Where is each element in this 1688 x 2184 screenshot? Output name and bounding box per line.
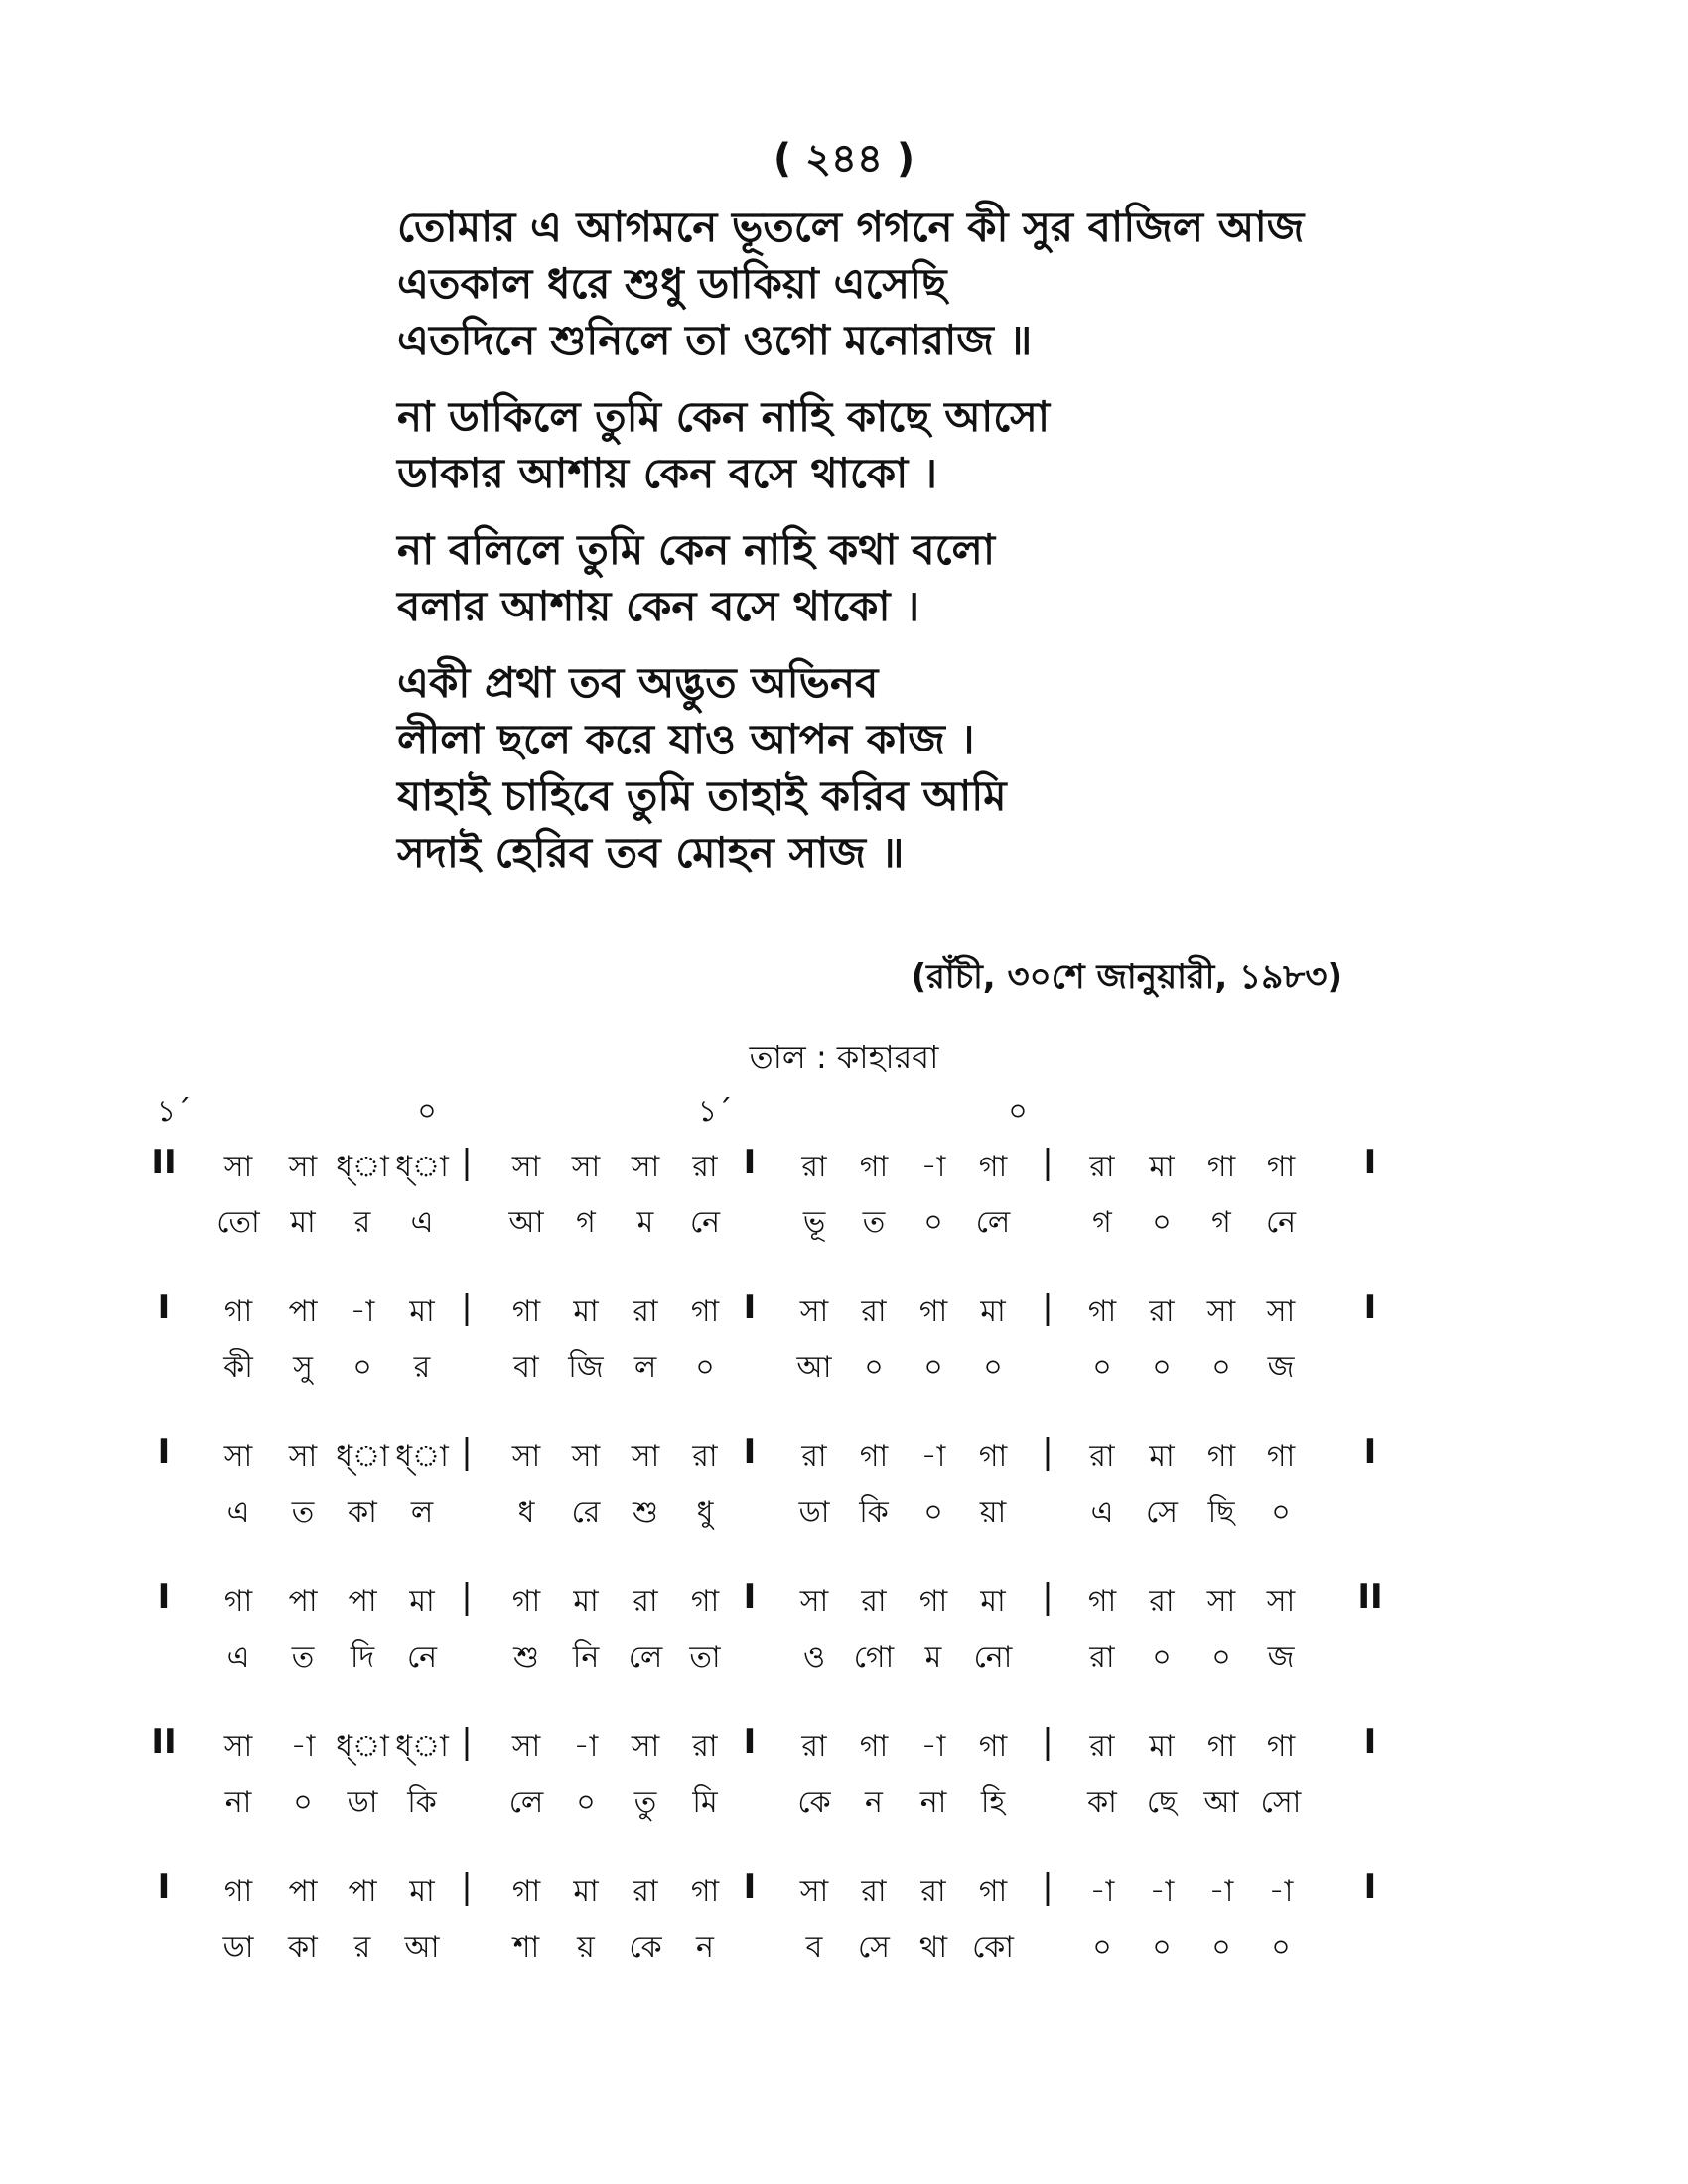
swara-note: সা bbox=[571, 1150, 601, 1184]
notation-block bbox=[139, 1143, 1529, 1254]
swara-note: সা bbox=[1266, 1584, 1296, 1619]
lyric-syllable: ল bbox=[410, 1495, 434, 1530]
swara-note: রা bbox=[861, 1295, 887, 1329]
lyric-syllable: তো bbox=[216, 1205, 260, 1240]
swara-note: গা bbox=[511, 1584, 541, 1619]
lyric-syllable: লে bbox=[628, 1640, 663, 1675]
end-barline: I bbox=[1363, 1288, 1377, 1327]
lyric-syllable: র bbox=[353, 1930, 371, 1965]
swara-note: গা bbox=[511, 1295, 541, 1329]
lyric-syllable: সে bbox=[1146, 1495, 1178, 1530]
swara-note: সা bbox=[223, 1729, 253, 1764]
beat-separator: | bbox=[461, 1433, 473, 1472]
lyric-syllable: ০ bbox=[1092, 1350, 1112, 1385]
swara-note: গা bbox=[1206, 1729, 1236, 1764]
lyric-syllable: কি bbox=[407, 1785, 437, 1820]
beat-separator: | bbox=[461, 1722, 473, 1762]
lyric-syllable: ডা bbox=[347, 1785, 378, 1820]
swara-note: মা bbox=[573, 1295, 599, 1329]
lyric-syllable: র bbox=[353, 1205, 371, 1240]
lyric-syllable: সে bbox=[858, 1930, 890, 1965]
swara-note: পা bbox=[348, 1874, 377, 1909]
beat-mark: ০ bbox=[417, 1094, 437, 1129]
swara-note: সা bbox=[799, 1874, 829, 1909]
poem-line: সদাই হেরিব তব মোহন সাজ ॥ bbox=[397, 828, 905, 877]
end-barline: II bbox=[1357, 1577, 1383, 1617]
swara-row bbox=[139, 1433, 1529, 1488]
beat-separator: | bbox=[1042, 1433, 1054, 1472]
swara-note: রা bbox=[861, 1584, 887, 1619]
lyric-syllable: ধু bbox=[696, 1495, 714, 1530]
lyric-syllable: কি bbox=[859, 1495, 889, 1530]
swara-note: গা bbox=[978, 1150, 1008, 1184]
lyric-syllable: ত bbox=[291, 1495, 315, 1530]
swara-note: রা bbox=[692, 1150, 718, 1184]
poem-line: একী প্রথা তব অদ্ভুত অভিনব bbox=[397, 658, 879, 707]
swara-note: সা bbox=[288, 1150, 318, 1184]
lyric-syllable: গ bbox=[1211, 1205, 1231, 1240]
lyric-syllable: ০ bbox=[1152, 1930, 1172, 1965]
swara-note: রা bbox=[633, 1584, 658, 1619]
lyric-syllable: কী bbox=[223, 1350, 253, 1385]
swara-note: পা bbox=[288, 1584, 318, 1619]
swara-note: রা bbox=[692, 1439, 718, 1474]
end-barline: I bbox=[1363, 1433, 1377, 1472]
lyric-syllable: ০ bbox=[864, 1350, 884, 1385]
notation-block bbox=[139, 1433, 1529, 1544]
lyric-syllable: ছি bbox=[1207, 1495, 1235, 1530]
lyric-syllable: য়া bbox=[979, 1495, 1007, 1530]
lyric-syllable: থা bbox=[918, 1930, 948, 1965]
swara-note: -া bbox=[1208, 1874, 1234, 1909]
lyric-syllable: ০ bbox=[1211, 1350, 1231, 1385]
beat-separator: | bbox=[461, 1288, 473, 1327]
beat-separator: | bbox=[461, 1867, 473, 1907]
lyric-syllable: ভূ bbox=[802, 1205, 826, 1240]
swara-note: মা bbox=[980, 1584, 1006, 1619]
swara-note: মা bbox=[573, 1874, 599, 1909]
swara-note: মা bbox=[1149, 1439, 1175, 1474]
lyric-syllable: না bbox=[224, 1785, 252, 1820]
swara-note: গা bbox=[978, 1729, 1008, 1764]
lyric-syllable: ধ bbox=[517, 1495, 535, 1530]
lyric-syllable: ০ bbox=[352, 1350, 372, 1385]
poem-line: না বলিলে তুমি কেন নাহি কথা বলো bbox=[397, 525, 996, 574]
notation-block bbox=[139, 1867, 1529, 1979]
swara-row bbox=[139, 1288, 1529, 1343]
lyric-syllable: গ bbox=[576, 1205, 596, 1240]
notation-block bbox=[139, 1288, 1529, 1399]
swara-note: সা bbox=[511, 1150, 541, 1184]
notation-block bbox=[139, 1722, 1529, 1834]
notation-table bbox=[139, 1087, 1529, 2012]
swara-note: রা bbox=[801, 1150, 827, 1184]
notation-block bbox=[139, 1577, 1529, 1689]
lyric-syllable: ০ bbox=[1211, 1930, 1231, 1965]
swara-note: -া bbox=[920, 1439, 946, 1474]
lyric-syllable: য় bbox=[577, 1930, 595, 1965]
swara-note: সা bbox=[288, 1439, 318, 1474]
swara-note: রা bbox=[1149, 1584, 1175, 1619]
lyric-syllable: শু bbox=[633, 1495, 658, 1530]
lyric-syllable: ০ bbox=[1271, 1495, 1291, 1530]
lyric-syllable: কে bbox=[629, 1930, 662, 1965]
lyric-syllable: শা bbox=[512, 1930, 540, 1965]
swara-note: সা bbox=[631, 1150, 660, 1184]
swara-note: সা bbox=[223, 1439, 253, 1474]
taal-label: তাল : কাহারবা bbox=[749, 1038, 939, 1076]
swara-row bbox=[139, 1867, 1529, 1923]
swara-note: মা bbox=[573, 1584, 599, 1619]
swara-note: গা bbox=[1087, 1584, 1117, 1619]
swara-note: গা bbox=[978, 1874, 1008, 1909]
swara-note: -া bbox=[350, 1295, 375, 1329]
swara-note: গা bbox=[223, 1874, 253, 1909]
lyric-syllable: এ bbox=[226, 1640, 250, 1675]
lyric-syllable: এ bbox=[226, 1495, 250, 1530]
vibhag-barline: I bbox=[743, 1867, 757, 1907]
swara-note: গা bbox=[1266, 1150, 1296, 1184]
lyric-syllable: নে bbox=[1265, 1205, 1297, 1240]
poem-line: ডাকার আশায় কেন বসে থাকো । bbox=[397, 449, 937, 497]
swara-row bbox=[139, 1577, 1529, 1633]
swara-row bbox=[139, 1143, 1529, 1198]
poem-line: না ডাকিলে তুমি কেন নাহি কাছে আসো bbox=[397, 392, 1050, 441]
swara-note: গা bbox=[223, 1584, 253, 1619]
swara-note: ধ্া bbox=[395, 1439, 449, 1474]
lyric-syllable: আ bbox=[404, 1930, 440, 1965]
lyric-syllable: ০ bbox=[576, 1785, 596, 1820]
end-barline: I bbox=[1363, 1722, 1377, 1762]
lyric-syllable: এ bbox=[1090, 1495, 1114, 1530]
end-barline: I bbox=[1363, 1867, 1377, 1907]
stanza-2 bbox=[397, 388, 1539, 501]
lyric-syllable: ত bbox=[291, 1640, 315, 1675]
lyric-syllable: ন bbox=[865, 1785, 883, 1820]
start-barline: I bbox=[157, 1577, 171, 1617]
lyric-row bbox=[139, 1488, 1529, 1544]
lyric-syllable: বা bbox=[513, 1350, 539, 1385]
poem-line: যাহাই চাহিবে তুমি তাহাই করিব আমি bbox=[397, 771, 1007, 820]
lyric-syllable: কে bbox=[797, 1785, 831, 1820]
swara-note: সা bbox=[571, 1439, 601, 1474]
lyric-syllable: ০ bbox=[293, 1785, 313, 1820]
lyric-row bbox=[139, 1923, 1529, 1979]
lyric-syllable: জি bbox=[568, 1350, 604, 1385]
poem-line: লীলা ছলে করে যাও আপন কাজ । bbox=[397, 715, 975, 763]
lyric-syllable: গ bbox=[1092, 1205, 1112, 1240]
swara-note: রা bbox=[801, 1439, 827, 1474]
swara-note: সা bbox=[511, 1729, 541, 1764]
swara-note: মা bbox=[980, 1295, 1006, 1329]
lyric-syllable: ০ bbox=[983, 1350, 1003, 1385]
swara-note: মা bbox=[409, 1584, 435, 1619]
lyric-syllable: আ bbox=[1203, 1785, 1239, 1820]
swara-note: গা bbox=[918, 1295, 948, 1329]
swara-note: পা bbox=[288, 1874, 318, 1909]
start-barline: I bbox=[157, 1433, 171, 1472]
swara-note: মা bbox=[409, 1295, 435, 1329]
lyric-syllable: ত bbox=[862, 1205, 886, 1240]
swara-note: পা bbox=[348, 1584, 377, 1619]
lyric-syllable: নে bbox=[406, 1640, 438, 1675]
lyric-syllable: ০ bbox=[1152, 1350, 1172, 1385]
swara-note: ধ্া bbox=[336, 1150, 389, 1184]
beat-marks-row bbox=[139, 1087, 1529, 1143]
beat-mark: ০ bbox=[1008, 1094, 1028, 1129]
swara-note: ধ্া bbox=[395, 1729, 449, 1764]
swara-note: গা bbox=[1206, 1150, 1236, 1184]
swara-note: রা bbox=[1149, 1295, 1175, 1329]
lyric-syllable: ডা bbox=[798, 1495, 830, 1530]
swara-note: মা bbox=[1149, 1729, 1175, 1764]
poem-line: বলার আশায় কেন বসে থাকো । bbox=[397, 582, 920, 630]
vibhag-barline: I bbox=[743, 1433, 757, 1472]
lyric-syllable: মি bbox=[692, 1785, 718, 1820]
swara-note: গা bbox=[223, 1295, 253, 1329]
lyric-syllable: ০ bbox=[1152, 1640, 1172, 1675]
lyric-syllable: নি bbox=[572, 1640, 600, 1675]
lyric-syllable: ০ bbox=[1092, 1930, 1112, 1965]
swara-note: গা bbox=[859, 1729, 889, 1764]
swara-note: -া bbox=[1089, 1874, 1115, 1909]
vibhag-barline: I bbox=[743, 1722, 757, 1762]
lyric-syllable: কা bbox=[288, 1930, 318, 1965]
lyric-syllable: না bbox=[919, 1785, 947, 1820]
swara-note: গা bbox=[690, 1874, 720, 1909]
beat-separator: | bbox=[1042, 1143, 1054, 1182]
lyric-row bbox=[139, 1778, 1529, 1834]
beat-separator: | bbox=[1042, 1722, 1054, 1762]
swara-note: -া bbox=[573, 1729, 599, 1764]
swara-note: গা bbox=[859, 1150, 889, 1184]
lyric-syllable: র bbox=[413, 1350, 431, 1385]
swara-note: -া bbox=[290, 1729, 316, 1764]
swara-note: সা bbox=[631, 1729, 660, 1764]
stanza-1 bbox=[397, 199, 1539, 368]
swara-note: গা bbox=[1266, 1729, 1296, 1764]
swara-note: পা bbox=[288, 1295, 318, 1329]
lyric-syllable: কো bbox=[972, 1930, 1014, 1965]
poem-line: তোমার এ আগমনে ভূতলে গগনে কী সুর বাজিল আজ bbox=[397, 203, 1305, 251]
lyric-syllable: ম bbox=[636, 1205, 654, 1240]
start-barline: I bbox=[157, 1867, 171, 1907]
lyric-syllable: আ bbox=[508, 1205, 544, 1240]
swara-note: -া bbox=[920, 1150, 946, 1184]
lyric-syllable: নে bbox=[689, 1205, 721, 1240]
swara-row bbox=[139, 1722, 1529, 1778]
lyric-syllable: ডা bbox=[222, 1930, 254, 1965]
lyric-syllable: দি bbox=[350, 1640, 375, 1675]
lyric-syllable: রা bbox=[1089, 1640, 1115, 1675]
swara-note: সা bbox=[799, 1295, 829, 1329]
lyric-syllable: ন bbox=[696, 1930, 714, 1965]
lyric-syllable: তা bbox=[689, 1640, 721, 1675]
swara-note: রা bbox=[692, 1729, 718, 1764]
lyric-syllable: কা bbox=[1087, 1785, 1117, 1820]
lyric-syllable: ও bbox=[802, 1640, 826, 1675]
poem-line: এতকাল ধরে শুধু ডাকিয়া এসেছি bbox=[397, 259, 947, 308]
lyric-syllable: তু bbox=[633, 1785, 657, 1820]
lyric-syllable: কা bbox=[348, 1495, 377, 1530]
beat-mark: ১´ bbox=[156, 1094, 192, 1129]
lyric-syllable: ০ bbox=[923, 1205, 943, 1240]
swara-note: ধ্া bbox=[336, 1729, 389, 1764]
dateline: (রাঁচী, ৩০শে জানুয়ারী, ১৯৮৩) bbox=[911, 957, 1342, 997]
lyric-row bbox=[139, 1198, 1529, 1254]
swara-note: গা bbox=[859, 1439, 889, 1474]
stanza-4 bbox=[397, 654, 1539, 881]
beat-separator: | bbox=[461, 1143, 473, 1182]
lyric-syllable: সো bbox=[1260, 1785, 1302, 1820]
lyric-syllable: ব bbox=[805, 1930, 823, 1965]
lyric-syllable: ০ bbox=[695, 1350, 715, 1385]
swara-note: -া bbox=[1268, 1874, 1294, 1909]
swara-note: মা bbox=[1149, 1150, 1175, 1184]
swara-note: রা bbox=[861, 1874, 887, 1909]
lyric-syllable: গো bbox=[853, 1640, 895, 1675]
start-barline: II bbox=[151, 1722, 177, 1762]
swara-note: মা bbox=[409, 1874, 435, 1909]
lyric-syllable: ০ bbox=[1152, 1205, 1172, 1240]
lyric-syllable: ০ bbox=[923, 1350, 943, 1385]
vibhag-barline: I bbox=[743, 1143, 757, 1182]
swara-note: রা bbox=[801, 1729, 827, 1764]
lyric-syllable: এ bbox=[410, 1205, 434, 1240]
swara-note: রা bbox=[1089, 1150, 1115, 1184]
stanza-3 bbox=[397, 521, 1539, 634]
lyric-syllable: রে bbox=[571, 1495, 601, 1530]
swara-note: ধ্া bbox=[395, 1150, 449, 1184]
swara-note: ধ্া bbox=[336, 1439, 389, 1474]
swara-note: গা bbox=[918, 1584, 948, 1619]
swara-note: গা bbox=[1087, 1295, 1117, 1329]
beat-separator: | bbox=[1042, 1288, 1054, 1327]
swara-note: সা bbox=[1206, 1584, 1236, 1619]
swara-note: রা bbox=[633, 1295, 658, 1329]
swara-note: -া bbox=[920, 1729, 946, 1764]
lyric-syllable: ল bbox=[633, 1350, 657, 1385]
start-barline: I bbox=[157, 1288, 171, 1327]
beat-separator: | bbox=[1042, 1867, 1054, 1907]
swara-note: গা bbox=[690, 1584, 720, 1619]
lyric-syllable: লে bbox=[975, 1205, 1011, 1240]
swara-note: গা bbox=[978, 1439, 1008, 1474]
swara-note: রা bbox=[633, 1874, 658, 1909]
lyric-row bbox=[139, 1633, 1529, 1689]
lyric-syllable: ছে bbox=[1146, 1785, 1178, 1820]
swara-note: গা bbox=[1206, 1439, 1236, 1474]
lyric-syllable: ০ bbox=[1271, 1930, 1291, 1965]
page-number: ( ২৪৪ ) bbox=[773, 136, 915, 182]
swara-note: রা bbox=[1089, 1439, 1115, 1474]
swara-note: রা bbox=[920, 1874, 946, 1909]
poem bbox=[397, 199, 1539, 900]
lyric-syllable: ০ bbox=[1211, 1640, 1231, 1675]
swara-note: সা bbox=[1206, 1295, 1236, 1329]
vibhag-barline: I bbox=[743, 1288, 757, 1327]
swara-note: সা bbox=[511, 1439, 541, 1474]
swara-note: রা bbox=[1089, 1729, 1115, 1764]
swara-note: সা bbox=[799, 1584, 829, 1619]
swara-note: সা bbox=[223, 1150, 253, 1184]
lyric-syllable: মা bbox=[290, 1205, 316, 1240]
lyric-syllable: সু bbox=[293, 1350, 313, 1385]
lyric-syllable: আ bbox=[796, 1350, 832, 1385]
end-barline: I bbox=[1363, 1143, 1377, 1182]
lyric-syllable: জ bbox=[1267, 1640, 1295, 1675]
swara-note: -া bbox=[1149, 1874, 1175, 1909]
swara-note: গা bbox=[511, 1874, 541, 1909]
vibhag-barline: I bbox=[743, 1577, 757, 1617]
poem-line: এতদিনে শুনিলে তা ওগো মনোরাজ ॥ bbox=[397, 316, 1033, 364]
swara-note: গা bbox=[690, 1295, 720, 1329]
lyric-syllable: নো bbox=[973, 1640, 1013, 1675]
swara-note: গা bbox=[1266, 1439, 1296, 1474]
beat-separator: | bbox=[461, 1577, 473, 1617]
beat-mark: ১´ bbox=[697, 1094, 733, 1129]
lyric-syllable: জ bbox=[1267, 1350, 1295, 1385]
lyric-syllable: শু bbox=[513, 1640, 539, 1675]
lyric-syllable: ম bbox=[924, 1640, 942, 1675]
swara-note: সা bbox=[1266, 1295, 1296, 1329]
swara-note: সা bbox=[631, 1439, 660, 1474]
lyric-syllable: লে bbox=[508, 1785, 544, 1820]
lyric-syllable: হি bbox=[980, 1785, 1006, 1820]
lyric-row bbox=[139, 1343, 1529, 1399]
start-barline: II bbox=[151, 1143, 177, 1182]
beat-separator: | bbox=[1042, 1577, 1054, 1617]
lyric-syllable: ০ bbox=[923, 1495, 943, 1530]
